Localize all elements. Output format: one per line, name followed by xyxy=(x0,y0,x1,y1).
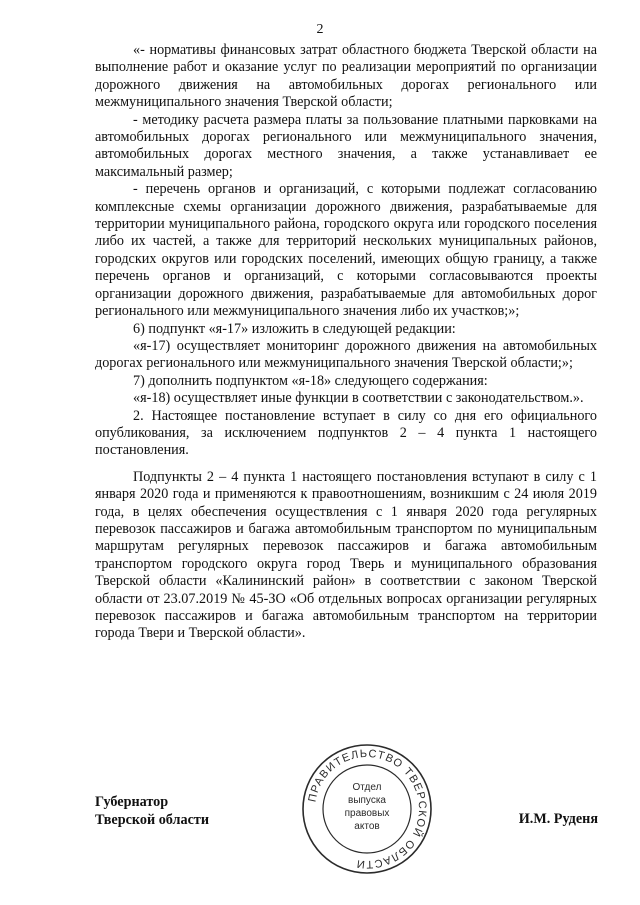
document-body xyxy=(95,42,597,643)
signatory-title-line: Губернатор xyxy=(95,794,169,810)
stamp-ring-text: ПРАВИТЕЛЬСТВО ТВЕРСКОЙ ОБЛАСТИ xyxy=(306,747,429,871)
paragraph: - методику расчета размера платы за пользование платными парковками на автомобильных дорогах регионального или межмуниципального значения, автомобильных дорогах местного значения, а также устанавливает ее максимальный размер; xyxy=(95,111,597,180)
signatory-title xyxy=(95,793,209,829)
paragraph: - перечень органов и организаций, с которыми подлежат согласованию комплексные схемы организации дорожного движения, разрабатываемые для территории муниципального района, городского округа или городского поселения либо их частей, а также для территорий нескольких муниципальных районов, городских округов или городских поселений, имеющих общую границу, а также перечень органов и организаций, с которыми согласовываются проекты организации дорожного движения, разрабатываемые для автомобильных дорог регионального или межмуниципального значения либо их участков;»; xyxy=(95,181,597,320)
signatory-title-line: Тверской области xyxy=(95,812,210,828)
stamp-center-line: Отдел xyxy=(352,782,382,793)
paragraph: «я-18) осуществляет иные функции в соответствии с законодательством.». xyxy=(133,390,584,407)
paragraph: 2. Настоящее постановление вступает в силу со дня его официального опубликования, за исключением подпунктов 2 – 4 пункта 1 настоящего постановления. xyxy=(95,407,597,459)
stamp-center-line: актов xyxy=(354,821,380,832)
paragraph: «- нормативы финансовых затрат областного бюджета Тверской области на выполнение работ и оказание услуг по реализации мероприятий по организации дорожного движения на автомобильных дорогах регионального или межмуниципального значения Тверской области; xyxy=(95,42,597,111)
stamp-center-line: выпуска xyxy=(348,795,386,806)
paragraph: «я-17) осуществляет мониторинг дорожного движения на автомобильных дорогах регионального или межмуниципального значения Тверской области;»; xyxy=(95,337,597,372)
stamp-center-line: правовых xyxy=(344,808,390,819)
paragraph: 7) дополнить подпунктом «я-18» следующего содержания: xyxy=(133,372,488,389)
paragraph: Подпункты 2 – 4 пункта 1 настоящего постановления вступают в силу с 1 января 2020 года и применяются к правоотношениям, возникшим с 24 июля 2019 года, в целях обеспечения осуществления с 1 января 2020 года регулярных перевозок пассажиров и багажа автомобильным транспортом по муниципальным маршрутам регулярных перевозок пассажиров и багажа автомобильным транспортом городского округа город Тверь и муниципального образования Тверской области «Калининский район» в соответствии с законом Тверской области от 23.07.2019 № 45-ЗО «Об отдельных вопросах организации регулярных перевозок пассажиров и багажа автомобильным транспортом на территории города Твери и Тверской области». xyxy=(95,468,597,642)
signatory-name: И.М. Руденя xyxy=(518,811,598,827)
page-number: 2 xyxy=(316,22,324,37)
official-stamp xyxy=(300,742,434,876)
paragraph: 6) подпункт «я-17» изложить в следующей редакции: xyxy=(133,320,456,337)
